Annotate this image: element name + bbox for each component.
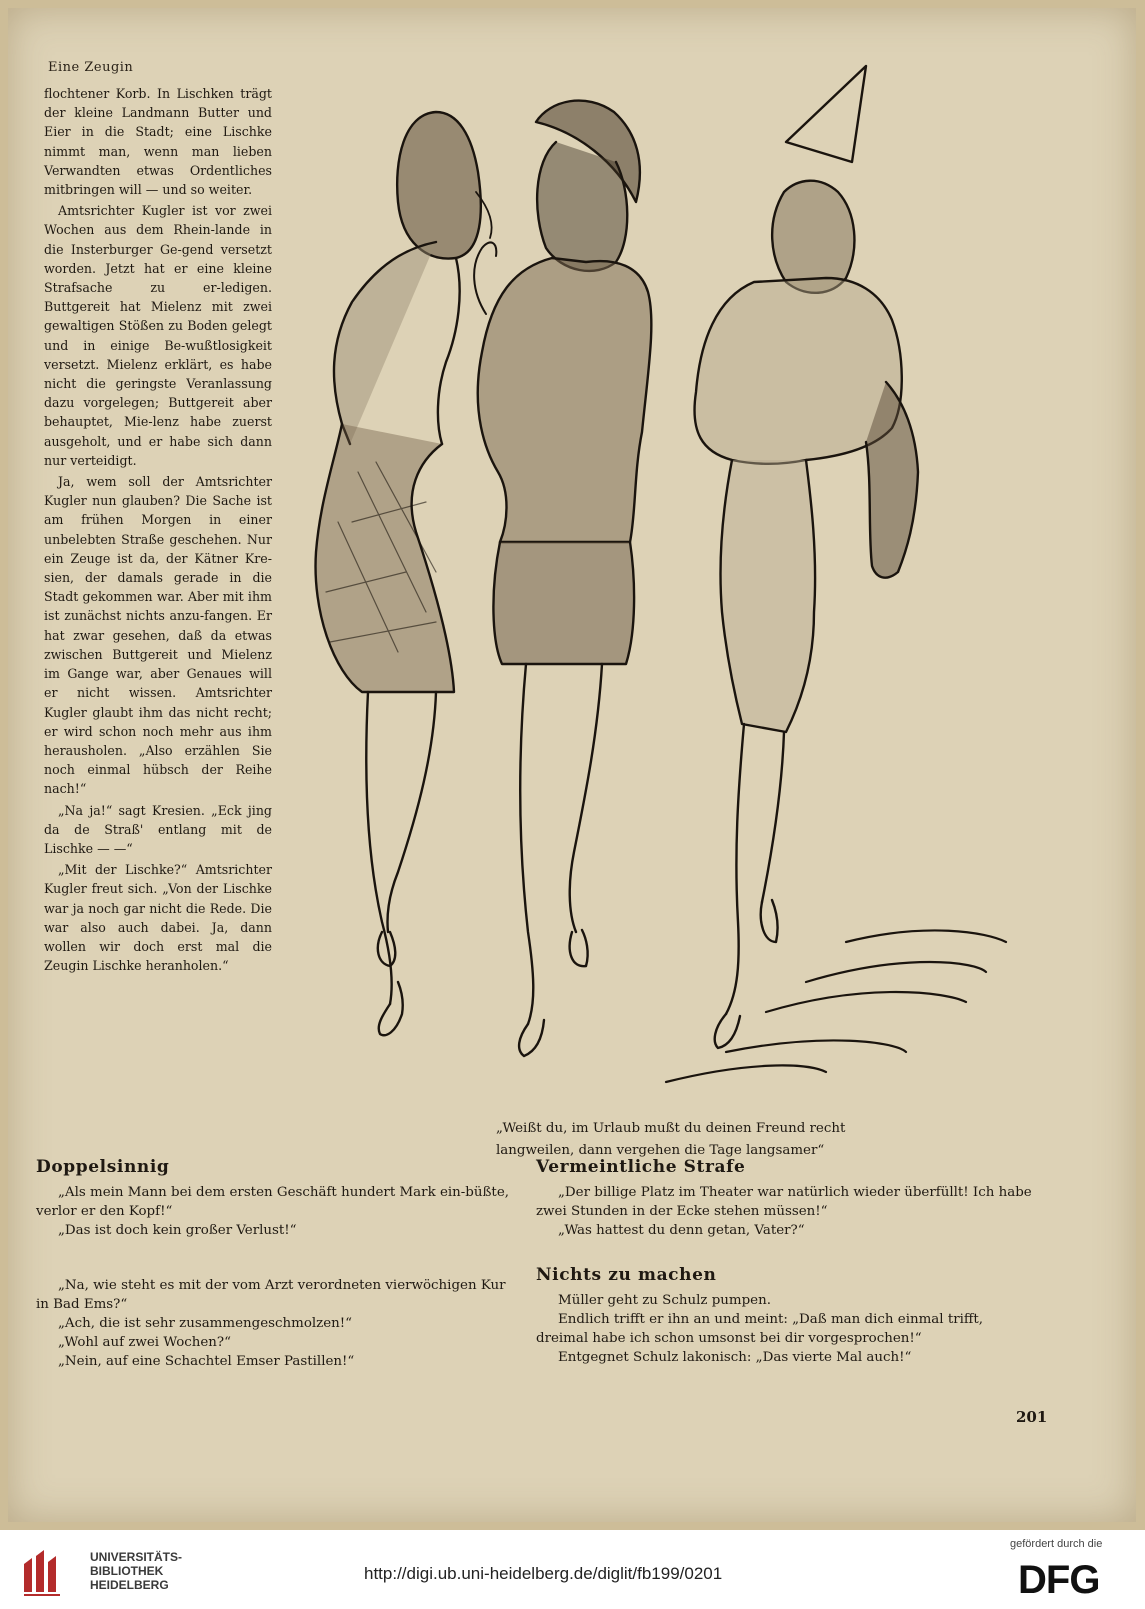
three-women-walking-illustration xyxy=(286,52,1056,1112)
story-line: Endlich trifft er ihn an und meint: „Daß man dich einmal trifft, dreimal habe ich schon umsonst bei dir vorgesprochen!“ xyxy=(536,1312,984,1346)
story-column-eine-zeugin xyxy=(44,84,272,975)
story-title: Vermeintliche Strafe xyxy=(536,1157,746,1177)
story-line: „Wohl auf zwei Wochen?“ xyxy=(58,1335,231,1350)
woman-left-figure xyxy=(316,112,492,1035)
caption-line: „Weißt du, im Urlaub mußt du deinen Freund recht xyxy=(496,1121,846,1136)
story-line: „Das ist doch kein großer Verlust!“ xyxy=(58,1223,297,1238)
permalink-url[interactable]: http://digi.ub.uni-heidelberg.de/diglit/fb199/0201 xyxy=(364,1564,723,1583)
library-name-line: BIBLIOTHEK xyxy=(90,1564,164,1578)
library-name-line: HEIDELBERG xyxy=(90,1578,169,1592)
story-line: „Ach, die ist sehr zusammengeschmolzen!“ xyxy=(58,1316,352,1331)
story-line: „Nein, auf eine Schachtel Emser Pastillen!“ xyxy=(58,1354,355,1369)
story-doppelsinnig xyxy=(36,1158,516,1240)
woman-right-figure xyxy=(695,66,919,1048)
story-line: Müller geht zu Schulz pumpen. xyxy=(558,1293,771,1308)
paragraph: Ja, wem soll der Amtsrichter Kugler nun glauben? Die Sache ist am frühen Morgen in einer unbelebten Straße geschehen. Nur ein Zeuge ist da, der Kätner Kre-sien, der damals gerade in die Stadt gekommen war. Aber mit ihm ist zunächst nichts anzu-fangen. Er hat zwar gesehen, daß da etwas zwischen Buttgereit und Mielenz im Gange war, aber Genaues will er nicht wissen. Amtsrichter Kugler glaubt ihm das nicht recht; er wird schon noch mehr aus ihm herausholen. „Also erzählen Sie noch einmal hübsch der Reihe nach!“ xyxy=(44,474,272,797)
funded-by-note: gefördert durch die xyxy=(1010,1538,1103,1550)
dfg-logo: DFG xyxy=(1018,1558,1100,1602)
woman-middle-figure xyxy=(474,101,651,1056)
story-line: „Na, wie steht es mit der vom Arzt verordneten vierwöchigen Kur in Bad Ems?“ xyxy=(36,1278,506,1312)
caption-line: langweilen, dann vergehen die Tage langsamer“ xyxy=(496,1143,825,1158)
paragraph: „Mit der Lischke?“ Amtsrichter Kugler freut sich. „Von der Lischke war ja noch gar nicht die Rede. Die war also auch dabei. Ja, dann wollen wir doch erst mal die Zeugin Lischke heranholen.“ xyxy=(44,862,272,974)
paragraph: flochtener Korb. In Lischken trägt der kleine Landmann Butter und Eier in die Stadt; eine Lischke nimmt man, wenn man lieben Verwandten etwas Ordentliches mitbringen will — und so weiter. xyxy=(44,86,272,198)
story-vermeintliche-strafe xyxy=(536,1158,1036,1240)
paragraph: Amtsrichter Kugler ist vor zwei Wochen aus dem Rhein-lande in die Insterburger Ge-gend versetzt worden. Jetzt hat er eine kleine Strafsache zu er-ledigen. Buttgereit hat Mielenz mit zwei gewaltigen Stößen zu Boden gelegt und in einige Be-wußtlosigkeit versetzt. Mielenz erklärt, es habe nicht die geringste Veranlassung dazu vorgelegen; Buttgereit aber behauptet, Mie-lenz habe zuerst ausgeholt, und er habe sich dann nur verteidigt. xyxy=(44,203,272,468)
library-name xyxy=(90,1550,182,1592)
illustration-caption xyxy=(496,1118,876,1162)
story-line: „Was hattest du denn getan, Vater?“ xyxy=(558,1223,805,1238)
story-line: „Als mein Mann bei dem ersten Geschäft hundert Mark ein-büßte, verlor er den Kopf!“ xyxy=(36,1185,509,1219)
story-title: Doppelsinnig xyxy=(36,1157,170,1177)
university-library-logo-icon xyxy=(20,1544,78,1596)
running-head: Eine Zeugin xyxy=(48,60,134,75)
magazine-page xyxy=(8,8,1136,1522)
ground-swoosh-lines xyxy=(666,930,1006,1082)
footer-bar xyxy=(0,1530,1145,1609)
story-line: Entgegnet Schulz lakonisch: „Das vierte Mal auch!“ xyxy=(558,1350,912,1365)
page-number: 201 xyxy=(1016,1408,1048,1426)
story-title: Nichts zu machen xyxy=(536,1265,717,1285)
story-line: „Der billige Platz im Theater war natürlich wieder überfüllt! Ich habe zwei Stunden in der Ecke stehen müssen!“ xyxy=(536,1185,1032,1219)
paragraph: „Na ja!“ sagt Kresien. „Eck jing da de Straß' entlang mit de Lischke — —“ xyxy=(44,802,272,856)
library-name-line: UNIVERSITÄTS- xyxy=(90,1550,183,1564)
story-kur-bad-ems xyxy=(36,1276,516,1371)
story-nichts-zu-machen xyxy=(536,1266,1036,1367)
